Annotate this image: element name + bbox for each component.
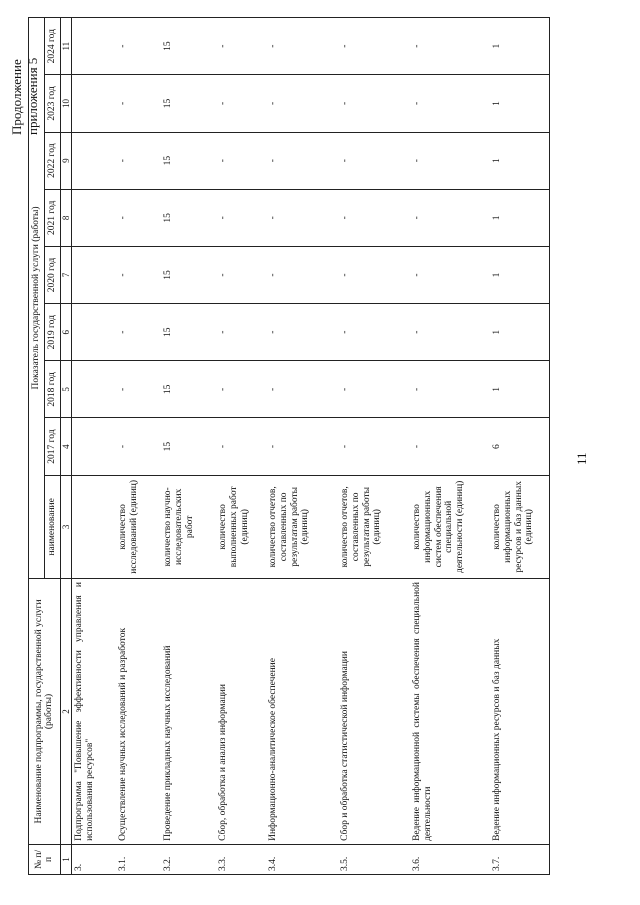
row-value: - [410, 75, 490, 132]
row-value: - [338, 304, 410, 361]
row-value: - [338, 132, 410, 189]
row-value: - [410, 132, 490, 189]
row-value: 1 [490, 304, 550, 361]
row-num: 3.4. [266, 844, 338, 874]
row-value: 1 [490, 361, 550, 418]
row-value: 15 [161, 246, 216, 303]
row-value [72, 189, 116, 246]
column-number: 4 [60, 418, 71, 475]
row-indicator: количество информационных ресурсов и баз данных (единиц) [490, 475, 550, 578]
row-value: - [216, 418, 266, 475]
row-name: Подпрограмма "Повышение эффективности управления и использования ресурсов" [72, 579, 116, 845]
row-num: 3.1. [116, 844, 161, 874]
row-value: - [216, 189, 266, 246]
row-indicator: количество научно-исследовательских работ [161, 475, 216, 578]
row-value: - [116, 361, 161, 418]
row-value: - [410, 246, 490, 303]
row-value: - [338, 361, 410, 418]
header-year: 2018 год [44, 361, 60, 418]
row-value: - [266, 304, 338, 361]
indicator-table [28, 17, 550, 875]
row-num: 3.7. [490, 844, 550, 874]
row-num: 3.2. [161, 844, 216, 874]
row-value: 1 [490, 18, 550, 75]
column-number: 3 [60, 475, 71, 578]
row-value: 1 [490, 189, 550, 246]
column-number: 10 [60, 75, 71, 132]
row-value: - [116, 189, 161, 246]
row-indicator: количество исследований (единиц) [116, 475, 161, 578]
column-number: 1 [60, 844, 71, 874]
row-name: Сбор, обработка и анализ информации [216, 579, 266, 845]
row-indicator: количество отчетов, составленных по результатам работы (единиц) [266, 475, 338, 578]
row-value [72, 246, 116, 303]
row-value [72, 18, 116, 75]
row-value: - [410, 361, 490, 418]
row-value: - [338, 189, 410, 246]
row-value: - [116, 75, 161, 132]
row-value: - [266, 132, 338, 189]
row-value: - [338, 418, 410, 475]
header-year: 2024 год [44, 18, 60, 75]
row-value: - [266, 18, 338, 75]
row-value: - [116, 246, 161, 303]
row-indicator: количество информационных систем обеспечения специальной деятельности (единиц) [410, 475, 490, 578]
row-value: - [116, 304, 161, 361]
header-year: 2021 год [44, 189, 60, 246]
row-indicator: количество отчетов, составленных по результатам работы (единиц) [338, 475, 410, 578]
table-row [72, 18, 116, 875]
column-number: 9 [60, 132, 71, 189]
row-value: - [410, 18, 490, 75]
row-value: - [410, 189, 490, 246]
table-row [338, 18, 410, 875]
table-row [410, 18, 490, 875]
row-name: Ведение информационной системы обеспечения специальной деятельности [410, 579, 490, 845]
table-row [216, 18, 266, 875]
row-num: 3. [72, 844, 116, 874]
page-number: 11 [574, 452, 589, 465]
row-num: 3.6. [410, 844, 490, 874]
row-value: - [338, 18, 410, 75]
row-name: Сбор и обработка статистической информации [338, 579, 410, 845]
row-value: 15 [161, 75, 216, 132]
row-name: Проведение прикладных научных исследований [161, 579, 216, 845]
row-value: - [216, 246, 266, 303]
row-value: - [116, 18, 161, 75]
table-row [116, 18, 161, 875]
row-num: 3.3. [216, 844, 266, 874]
row-value [72, 304, 116, 361]
row-value: 15 [161, 418, 216, 475]
row-value: - [216, 132, 266, 189]
header-num: № п/п [29, 844, 61, 874]
row-value: - [216, 75, 266, 132]
table-row [266, 18, 338, 875]
column-number-row [60, 18, 71, 875]
row-value: - [116, 132, 161, 189]
row-value: 1 [490, 246, 550, 303]
row-value: 1 [490, 132, 550, 189]
column-number: 2 [60, 579, 71, 845]
header-year: 2022 год [44, 132, 60, 189]
column-number: 5 [60, 361, 71, 418]
header-indicator-group: Показатель государственной услуги (работы) [29, 18, 45, 579]
header-name: Наименование подпрограммы, государственной услуги (работы) [29, 579, 61, 845]
header-year: 2020 год [44, 246, 60, 303]
row-indicator: количество выполненных работ (единиц) [216, 475, 266, 578]
header-indicator-name: наименование [44, 475, 60, 578]
row-indicator [72, 475, 116, 578]
row-value: 1 [490, 75, 550, 132]
column-number: 8 [60, 189, 71, 246]
row-value: 15 [161, 304, 216, 361]
row-name: Информационно-аналитическое обеспечение [266, 579, 338, 845]
row-name: Осуществление научных исследований и разработок [116, 579, 161, 845]
row-value: - [266, 361, 338, 418]
row-value: - [338, 75, 410, 132]
row-name: Ведение информационных ресурсов и баз данных [490, 579, 550, 845]
row-value: - [216, 304, 266, 361]
row-value: - [266, 189, 338, 246]
row-value: 6 [490, 418, 550, 475]
row-value [72, 361, 116, 418]
header-year: 2017 год [44, 418, 60, 475]
row-value: - [410, 304, 490, 361]
header-year: 2019 год [44, 304, 60, 361]
row-value: - [266, 246, 338, 303]
row-value [72, 418, 116, 475]
row-value: 15 [161, 132, 216, 189]
continuation-note: Продолжение приложения 5 [9, 57, 40, 135]
column-number: 11 [60, 18, 71, 75]
row-value: 15 [161, 189, 216, 246]
row-value: 15 [161, 361, 216, 418]
row-value: 15 [161, 18, 216, 75]
row-num: 3.5. [338, 844, 410, 874]
row-value: - [338, 246, 410, 303]
table-row [490, 18, 550, 875]
table-row [161, 18, 216, 875]
column-number: 6 [60, 304, 71, 361]
row-value: - [116, 418, 161, 475]
row-value: - [410, 418, 490, 475]
row-value: - [266, 418, 338, 475]
header-year: 2023 год [44, 75, 60, 132]
row-value: - [266, 75, 338, 132]
row-value: - [216, 361, 266, 418]
row-value [72, 75, 116, 132]
row-value [72, 132, 116, 189]
row-value: - [216, 18, 266, 75]
column-number: 7 [60, 246, 71, 303]
